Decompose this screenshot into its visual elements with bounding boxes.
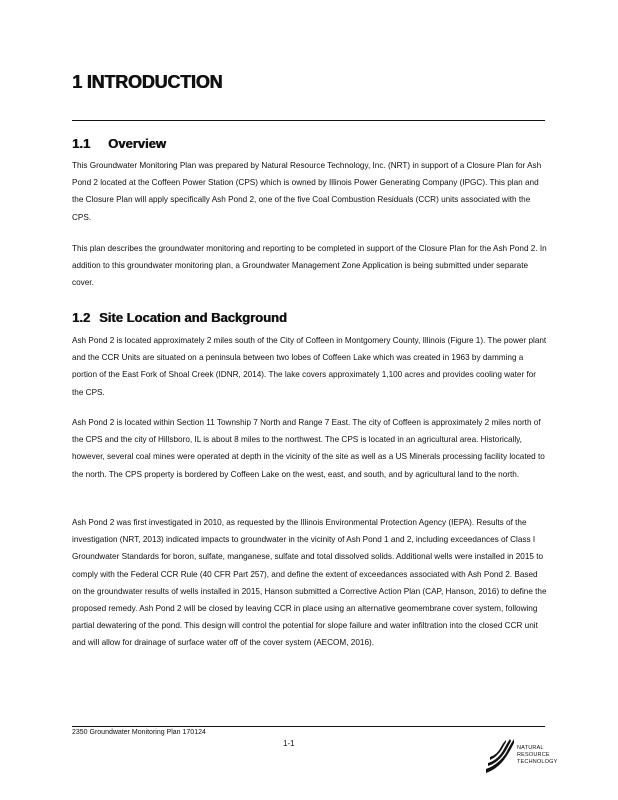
logo-wordmark xyxy=(517,745,558,766)
logo-line: RESOURCE xyxy=(517,752,550,758)
section-number: 1.1 xyxy=(72,136,91,151)
section-heading-site-location xyxy=(72,310,287,325)
site-paragraph-1: Ash Pond 2 is located approximately 2 miles south of the City of Coffeen in Montgomery County, Illinois (Figure 1). The power plant and the CCR Units are situated on a peninsula between two lobes of Coffeen Lake which was created in 1963 by damming a portion of the East Fork of Shoal Creek (IDNR, 2014). The lake covers approximately 1,100 acres and provides cooling water for the CPS. xyxy=(72,336,547,397)
section-title: Overview xyxy=(108,136,166,151)
section-number: 1.2 xyxy=(72,310,91,325)
logo-line: NATURAL xyxy=(517,745,544,751)
section-title: Site Location and Background xyxy=(99,310,287,325)
site-paragraph-2: Ash Pond 2 is located within Section 11 Township 7 North and Range 7 East. The city of Coffeen is approximately 2 miles north of the CPS and the city of Hillsboro, IL is about 8 miles to the northwest. The CPS is located in an agricultural area. Historically, however, several coal mines were operated at depth in the vicinity of the site as well as a US Minerals processing facility located to the north. The CPS property is bordered by Coffeen Lake on the west, east, and south, and by agricultural land to the north. xyxy=(72,418,545,479)
overview-paragraph-2: This plan describes the groundwater monitoring and reporting to be completed in support of the Closure Plan for the Ash Pond 2. In addition to this groundwater monitoring plan, a Groundwater Management Zone Application is being submitted under separate cover. xyxy=(72,244,547,288)
site-paragraph-3: Ash Pond 2 was first investigated in 2010, as requested by the Illinois Environmental Protection Agency (IEPA). Results of the investigation (NRT, 2013) indicated impacts to groundwater in the vicinity of Ash Pond 1 and 2, including exceedances of Class I Groundwater Standards for boron, sulfate, manganese, sulfate and total dissolved solids. Additional wells were installed in 2015 to comply with the Federal CCR Rule (40 CFR Part 257), and define the extent of exceedances associated with Ash Pond 2. Based on the groundwater results of wells installed in 2015, Hanson submitted a Corrective Action Plan (CAP, Hanson, 2016) to define the proposed remedy. Ash Pond 2 will be closed by leaving CCR in place using an alternative geomembrane cover system, following partial dewatering of the pond. This design will control the potential for slope failure and water infiltration into the closed CCR unit and will allow for drainage of surface water off of the cover system (AECOM, 2016). xyxy=(72,518,547,648)
chapter-heading: 1 INTRODUCTION xyxy=(72,72,223,92)
footer-rule xyxy=(72,726,545,727)
logo-swoosh-icon xyxy=(484,735,516,775)
page-number: 1-1 xyxy=(283,739,295,748)
section-heading-overview xyxy=(72,136,166,151)
footer-document-id: 2350 Groundwater Monitoring Plan 170124 xyxy=(72,729,206,736)
overview-paragraph-1: This Groundwater Monitoring Plan was prepared by Natural Resource Technology, Inc. (NRT) in support of a Closure Plan for Ash Pond 2 located at the Coffeen Power Station (CPS) which is owned by Illinois Power Generating Company (IPGC). This plan and the Closure Plan will apply specifically Ash Pond 2, one of the five Coal Combustion Residuals (CCR) units associated with the CPS. xyxy=(72,161,542,222)
company-logo xyxy=(484,735,564,775)
heading-rule xyxy=(72,120,545,121)
logo-line: TECHNOLOGY xyxy=(517,759,558,765)
